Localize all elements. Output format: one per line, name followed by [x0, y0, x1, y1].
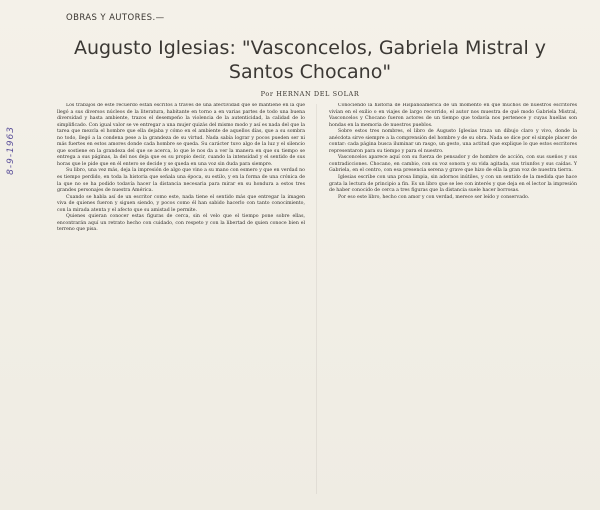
- paragraph: Conociendo la historia de Hispanoamérica de un momento en que muchos de nuestros escritores vivían en el exilio o en viajes de largo recorrido, el autor nos muestra de qué modo Gabriela Mistral, Vasconcelos y Chocano fueron actores de un tiempo que todavía nos pertenece y cuyas huellas son hondas en la memoria de nuestros pueblos.: [329, 103, 577, 128]
- paragraph: Por eso este libro, hecho con amor y con verdad, merece ser leído y conservado.: [338, 194, 530, 200]
- byline: Por HERNAN DEL SOLAR: [260, 90, 360, 98]
- article-title: [60, 36, 560, 84]
- paragraph: Quienes quieran conocer estas figuras de cerca, sin el velo que el tiempo pone sobre ellas, encontrarán aquí un retrato hecho con cuidado, con respeto y con la libertad de quien conoce bien el terreno que pisa.: [57, 214, 305, 233]
- title-line-2: Santos Chocano": [228, 61, 392, 83]
- paragraph: Su libro, una vez más, deja la impresión de algo que vino a su mano con esmero y que en verdad no es tiempo perdido, en toda la historia que señala una época, su estilo, y en la forma de una crónica de la que no se ha podido todavía hacer la distancia necesaria para mirar en su hondura a estos tres grandes personajes de nuestra América.: [57, 168, 305, 194]
- section-heading: OBRAS Y AUTORES.—: [66, 13, 165, 23]
- paragraph: Los trabajos de este recuerdo están escritos a través de una afectividad que se mantiene en la que llegó a sus diversos núcleos de la literatura, habitante en torno a en varias partes de todo una buena diversidad y hasta ambiente, trazos el desempeño la violencia de la autenticidad, la calidad de lo simplificado. Con igual valor se ve entregar a una mujer quizás del mismo modo y así es nada del que la tarea que mezcla el hombre que ella dejaba y cómo en el ambiente de aquellos días, que a su sombra no todo, llegó a la condena pese a la grandeza de su virtud. Nada sabía lograr y pocos pueden ser ni más fuertes en estos amores donde cada hombre se queda. Su carácter tuvo algo de la luz y el silencio que sostiene en la grandeza del que se acerca, lo que le nos da a ver la manera en que su tiempo se entrega a sus páginas, la del nos deja que es su propio decir, cuando la intensidad y el sentido de sus horas que le pide que en él entero se decide y se queda en una voz sin duda para siempre.: [57, 103, 305, 167]
- article-column-left: [57, 103, 305, 503]
- article-column-right: [329, 103, 577, 503]
- paragraph: Cuando se habla así de un escritor como este, nada tiene el sentido más que entregar la imagen viva de quienes fueron y siguen siendo, y pocos como él han sabido hacerlo con tanto conocimiento, con la mirada atenta y el afecto que su amistad le permite.: [57, 194, 305, 213]
- paragraph: Vasconcelos aparece aquí con su fuerza de pensador y de hombre de acción, con sus sueños y sus contradicciones. Chocano, en cambio, con su voz sonora y su vida agitada, sus triunfos y sus caídas. Y Gabriela, en el centro, con esa presencia serena y grave que hizo de ella la gran voz de nuestra tierra.: [329, 155, 577, 174]
- paragraph: Sobre estos tres nombres, el libro de Augusto Iglesias traza un dibujo claro y vivo, donde la anécdota sirve siempre a la comprensión del hombre y de su obra. Nada se dice por el simple placer de contar: cada página busca iluminar un rasgo, un gesto, una actitud que explique lo que estos escritores representaron para su tiempo y para el nuestro.: [329, 129, 577, 154]
- title-line-1: Augusto Iglesias: "Vasconcelos, Gabriela Mistral y: [73, 37, 547, 59]
- paragraph: Iglesias escribe con una prosa limpia, sin adornos inútiles, y con un sentido de la medida que hace grata la lectura de principio a fin. Es un libro que se lee con interés y que deja en el lector la impresión de haber conocido de cerca a tres figuras que la distancia suele hacer borrosas.: [329, 175, 577, 194]
- column-divider: [316, 104, 317, 494]
- handwritten-margin-note: 8-9-1963: [6, 126, 16, 175]
